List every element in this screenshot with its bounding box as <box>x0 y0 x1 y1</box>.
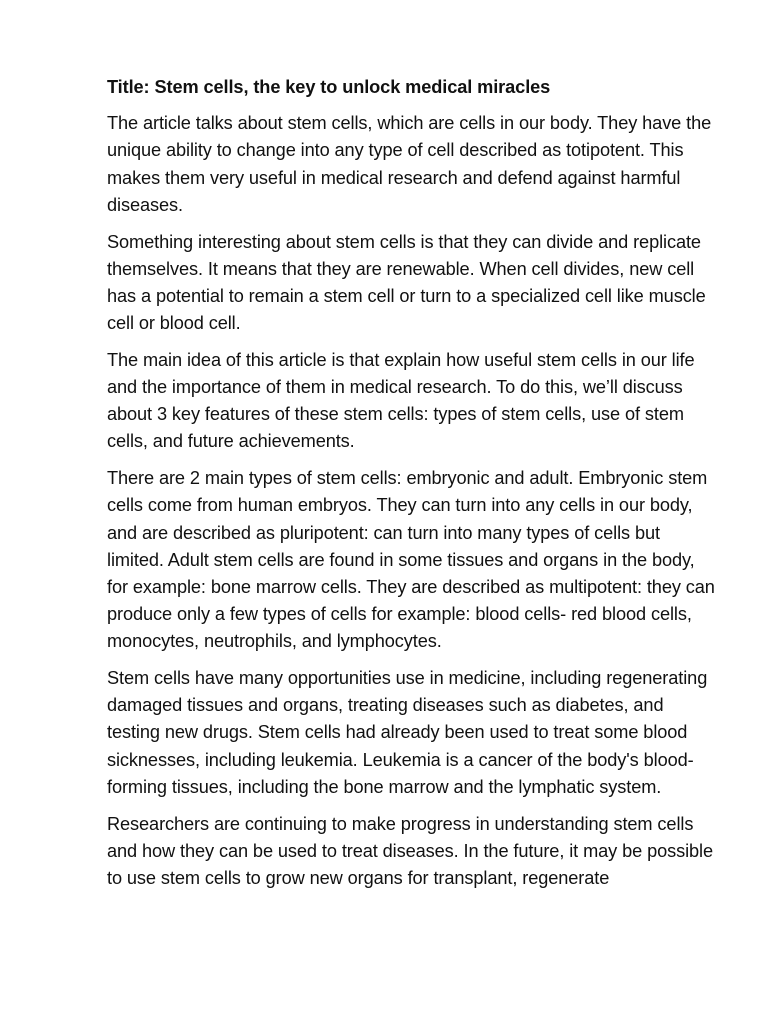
paragraph-uses: Stem cells have many opportunities use in medicine, including regenerating damaged tissues and organs, treating diseases such as diabetes, and testing new drugs. Stem cells had already been used to treat some blood sicknesses, including leukemia. Leukemia is a cancer of the body's blood-forming tissues, including the bone marrow and the lymphatic system. <box>107 668 708 797</box>
paragraph-renewal: Something interesting about stem cells is that they can divide and replicate themselves. It means that they are renewable. When cell divides, new cell has a potential to remain a stem cell or turn to a specialized cell like muscle cell or blood cell. <box>107 231 706 334</box>
paragraph-types: There are 2 main types of stem cells: embryonic and adult. Embryonic stem cells come from human embryos. They can turn into any cells in our body, and are described as pluripotent: can turn into many types of cells but limited. Adult stem cells are found in some tissues and organs in the body, for example: bone marrow cells. They are described as multipotent: they can produce only a few types of cells for example: blood cells- red blood cells, monocytes, neutrophils, and lymphocytes. <box>107 468 715 652</box>
document-body <box>107 74 719 902</box>
paragraph-future: Researchers are continuing to make progress in understanding stem cells and how they can be used to treat diseases. In the future, it may be possible to use stem cells to grow new organs for transplant, regenerate <box>107 813 713 888</box>
document-title: Title: Stem cells, the key to unlock medical miracles <box>107 77 551 97</box>
paragraph-main-idea: The main idea of this article is that explain how useful stem cells in our life and the importance of them in medical research. To do this, we’ll discuss about 3 key features of these stem cells: types of stem cells, use of stem cells, and future achievements. <box>107 349 695 452</box>
paragraph-intro: The article talks about stem cells, which are cells in our body. They have the unique ability to change into any type of cell described as totipotent. This makes them very useful in medical research and defend against harmful diseases. <box>107 113 712 215</box>
